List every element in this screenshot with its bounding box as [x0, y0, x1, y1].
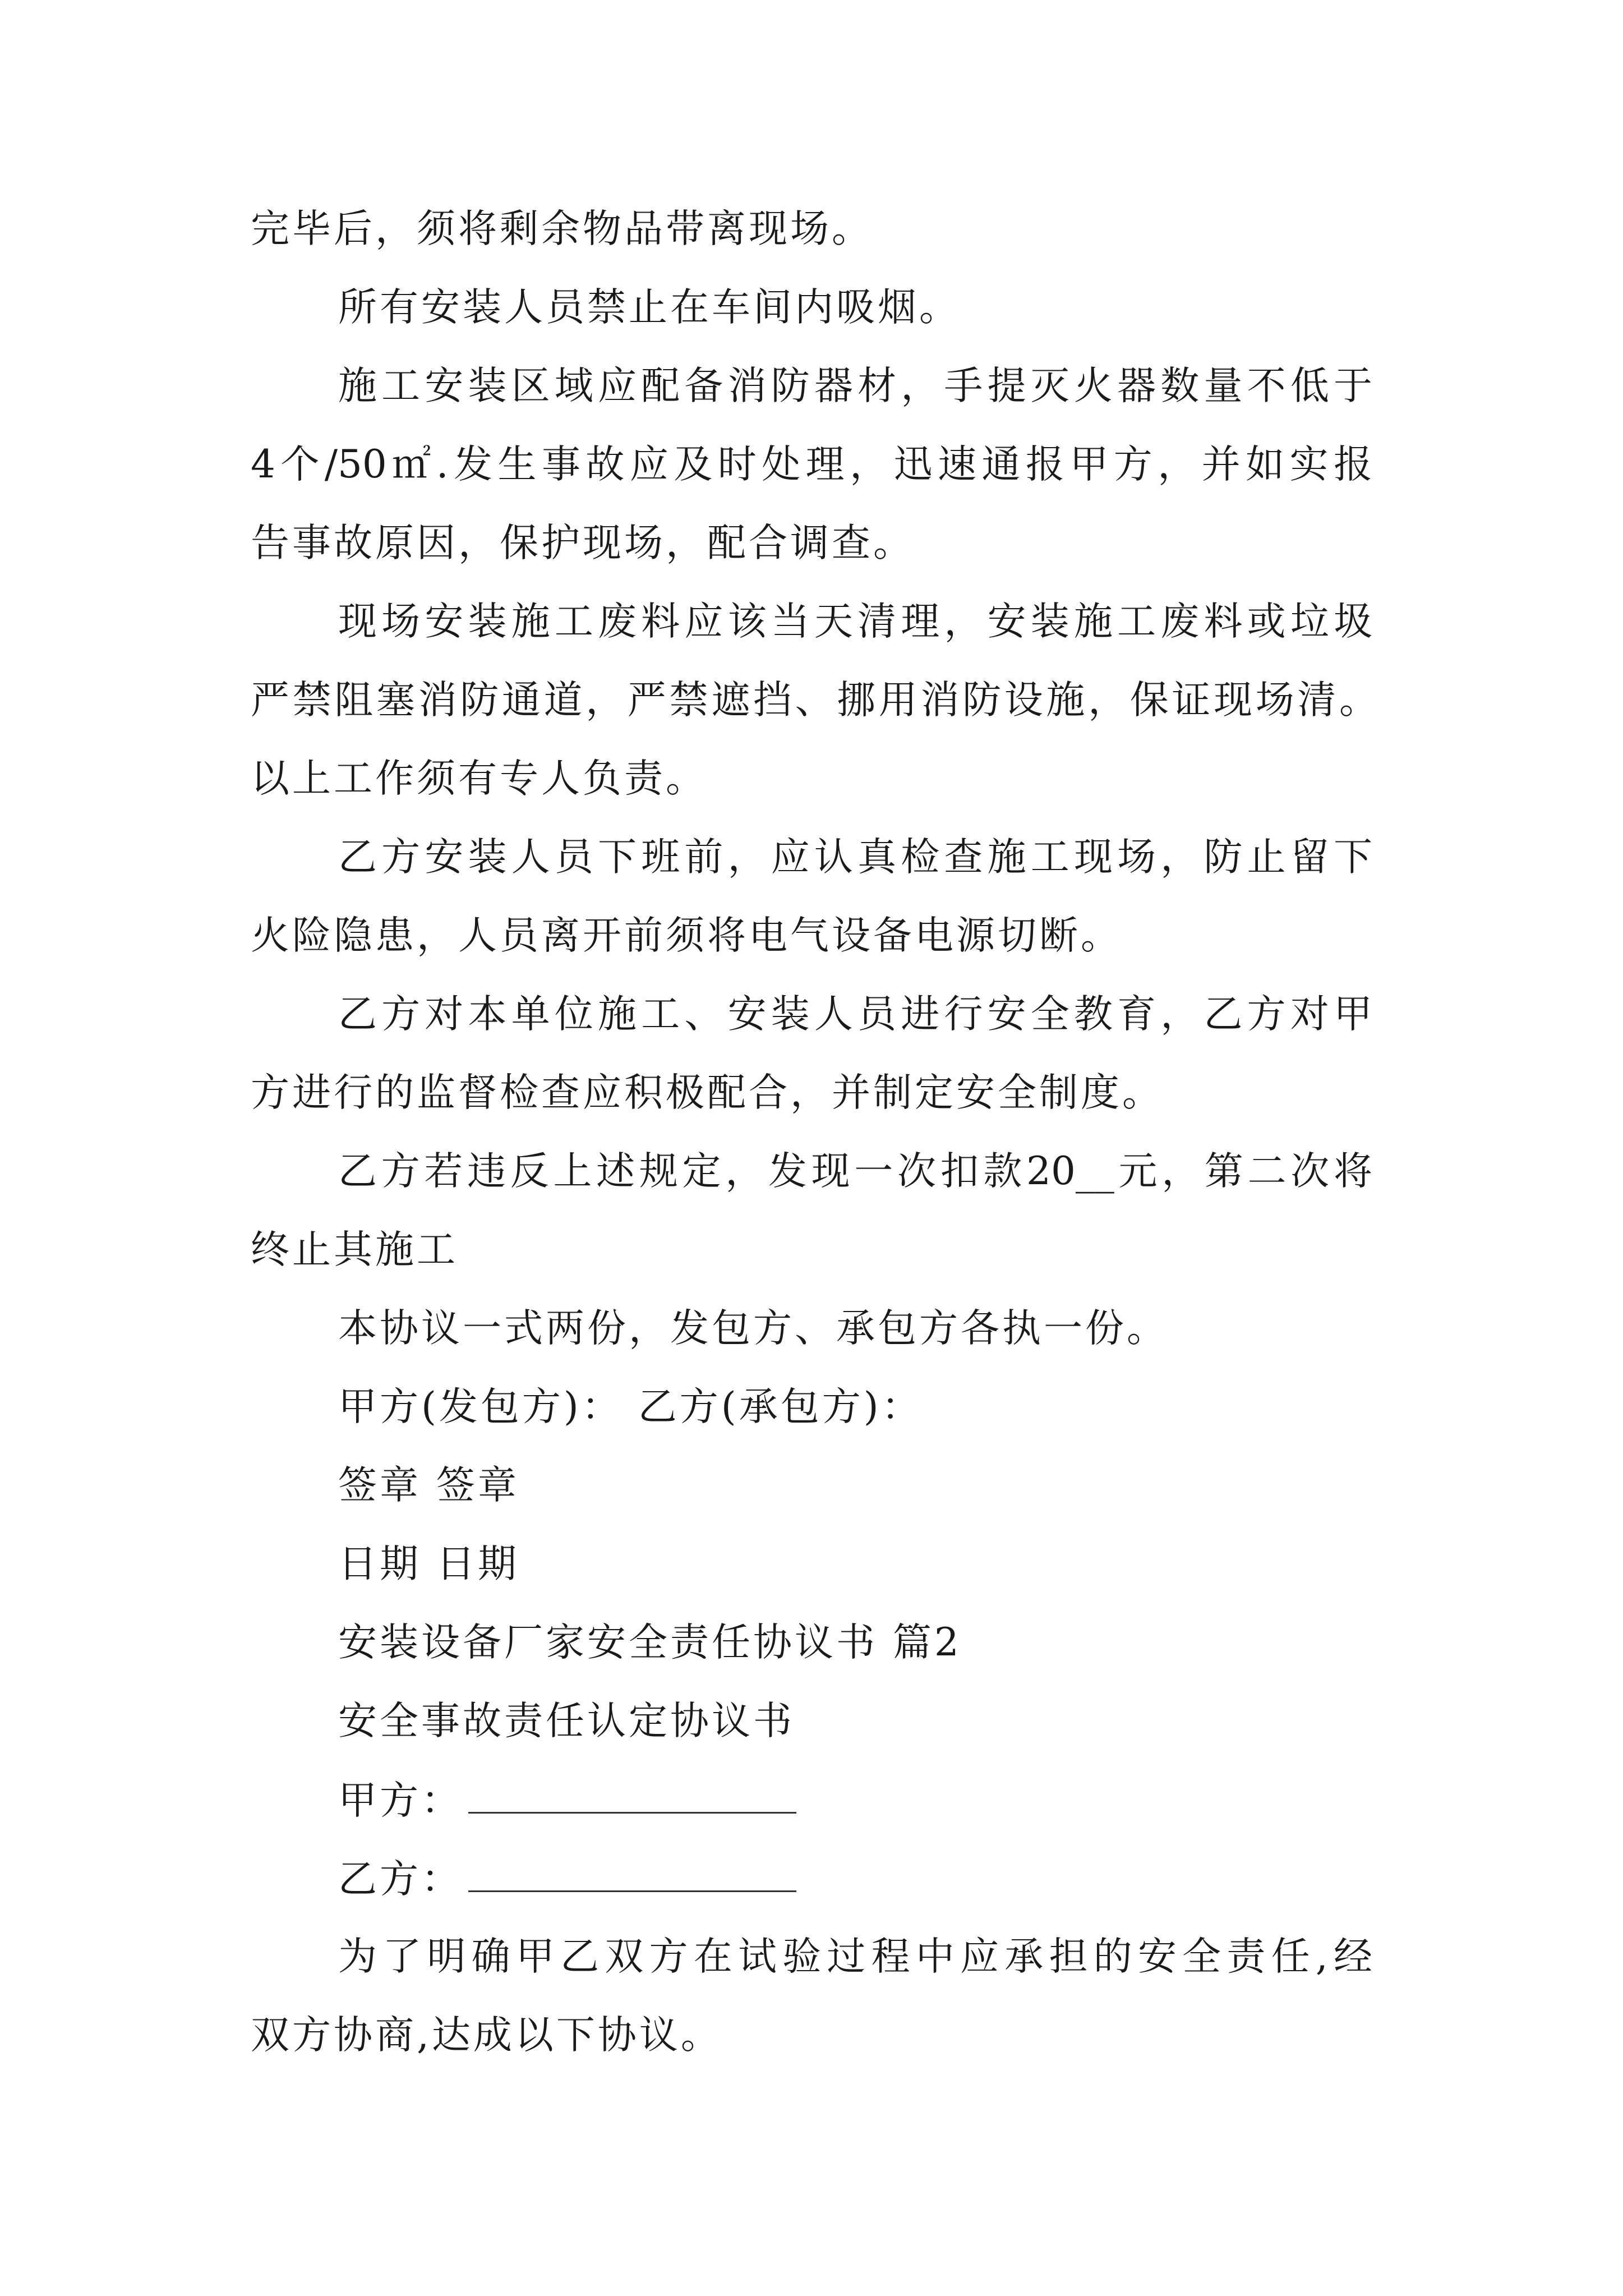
text-line: 终止其施工	[251, 1227, 458, 1272]
text-line: 乙方安装人员下班前，应认真检查施工现场，防止留下	[338, 835, 1372, 880]
text-line: 签章 签章	[338, 1463, 519, 1508]
party-a-label: 甲方：	[338, 1778, 463, 1823]
text-line: 施工安装区域应配备消防器材，手提灭火器数量不低于	[338, 364, 1372, 408]
document-title: 安全事故责任认定协议书	[338, 1699, 795, 1743]
text-line: 4个/50㎡.发生事故应及时处理，迅速通报甲方，并如实报	[251, 442, 1372, 487]
section-heading: 安装设备厂家安全责任协议书 篇2	[338, 1620, 962, 1665]
text-line: 乙方对本单位施工、安装人员进行安全教育，乙方对甲	[338, 992, 1372, 1037]
text-line: 所有安装人员禁止在车间内吸烟。	[338, 285, 961, 330]
text-line: 告事故原因，保护现场，配合调查。	[251, 521, 915, 565]
party-a-blank	[468, 1777, 796, 1814]
text-line: 完毕后，须将剩余物品带离现场。	[251, 206, 873, 251]
text-line: 甲方(发包方)： 乙方(承包方)：	[338, 1384, 923, 1429]
party-a-field	[338, 1777, 796, 1823]
text-line: 为了明确甲乙双方在试验过程中应承担的安全责任,经	[338, 1934, 1372, 1979]
text-line: 方进行的监督检查应积极配合，并制定安全制度。	[251, 1070, 1164, 1115]
party-b-label: 乙方：	[338, 1857, 463, 1902]
party-b-field	[338, 1856, 796, 1902]
text-line: 日期 日期	[338, 1542, 519, 1586]
text-line: 双方协商,达成以下协议。	[251, 2013, 722, 2058]
text-line: 本协议一式两份，发包方、承包方各执一份。	[338, 1306, 1168, 1351]
text-line: 现场安装施工废料应该当天清理，安装施工废料或垃圾	[338, 599, 1372, 644]
text-line: 火险隐患，人员离开前须将电气设备电源切断。	[251, 913, 1122, 958]
text-line: 严禁阻塞消防通道，严禁遮挡、挪用消防设施，保证现场清。	[251, 678, 1378, 723]
text-line: 乙方若违反上述规定，发现一次扣款20__元，第二次将	[338, 1149, 1372, 1194]
text-line: 以上工作须有专人负责。	[251, 756, 707, 801]
party-b-blank	[468, 1856, 796, 1892]
